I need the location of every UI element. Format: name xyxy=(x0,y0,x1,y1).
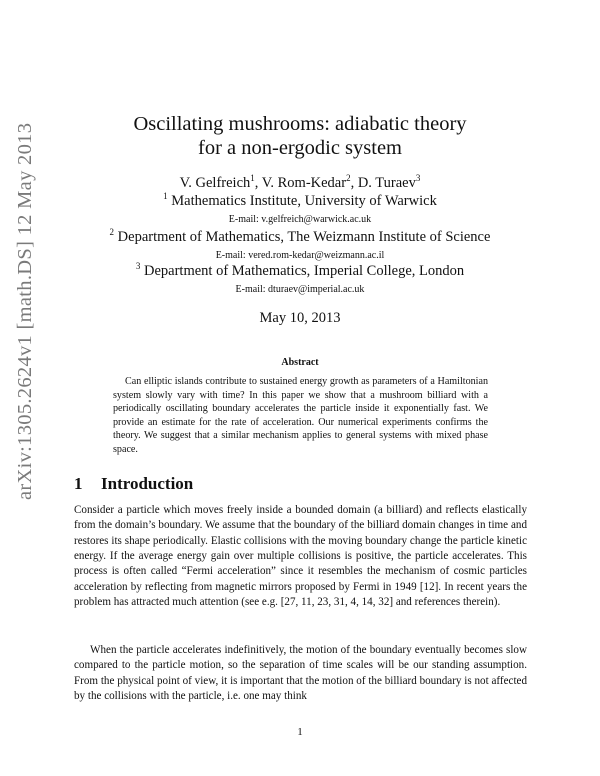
section-title: Introduction xyxy=(101,474,194,493)
author-name: D. Turaev xyxy=(357,175,416,191)
affiliation-name: Department of Mathematics, Imperial College, London xyxy=(144,263,465,279)
title-line-1: Oscillating mushrooms: adiabatic theory xyxy=(133,113,467,135)
author-name: V. Rom-Kedar xyxy=(261,175,347,191)
abstract-text: Can elliptic islands contribute to sustained energy growth as parameters of a Hamiltonian system slowly vary with time? In this paper we show that a mushroom billiard with a periodically oscillating boundary accelerates the particle inside it exponentially fast. We provide an estimate for the rate of acceleration. Our numerical experiments confirms the theory. We suggest that a similar mechanism applies to general systems with mixed phase space. xyxy=(113,376,488,455)
arxiv-identifier-stamp: arXiv:1305.2624v1 [math.DS] 12 May 2013 xyxy=(14,122,36,500)
author-mark: 2 xyxy=(346,173,351,184)
email-3: E-mail: dturaev@imperial.ac.uk xyxy=(235,284,365,295)
paper-title xyxy=(0,112,600,160)
affiliation-name: Mathematics Institute, University of Warwick xyxy=(171,193,437,209)
affiliation-mark: 1 xyxy=(163,191,168,202)
affiliation-name: Department of Mathematics, The Weizmann Institute of Science xyxy=(117,229,491,245)
body-paragraph-2: When the particle accelerates indefinitively, the motion of the boundary eventually becomes slow compared to the particle motion, so the separation of time scales will be our standing assumption. From the physical point of view, it is important that the motion of the billiard boundary is not affected by the collisions with the particle, i.e. one may think xyxy=(74,644,527,703)
affiliation-3 xyxy=(0,263,600,280)
body-paragraph-1: Consider a particle which moves freely inside a bounded domain (a billiard) and reflects elastically from the domain’s boundary. We assume that the boundary of the billiard domain changes in time and restores its shape periodically. Elastic collisions with the moving boundary change the particle kinetic energy. If the average energy gain over multiple collisions is positive, the particle accelerates. This process is often called “Fermi acceleration” since it resembles the mechanism of cosmic particles acceleration by reflecting from magnetic mirrors proposed by Fermi in 1949 [12]. In recent years the problem has attracted much attention (see e.g. [27, 11, 23, 31, 4, 14, 32] and references therein). xyxy=(74,504,527,609)
title-line-2: for a non-ergodic system xyxy=(198,137,402,159)
author-mark: 1 xyxy=(250,173,255,184)
affiliation-mark: 2 xyxy=(109,227,115,238)
author-name: V. Gelfreich xyxy=(179,175,251,191)
author-list: V. Gelfreich$^1$, V. Rom-Kedar$^2$, D. Turaev$^3$ xyxy=(179,173,421,191)
affiliation-2 xyxy=(0,229,600,246)
author-mark: 3 xyxy=(415,173,421,184)
publication-date: May 10, 2013 xyxy=(259,310,341,326)
email-1: E-mail: v.gelfreich@warwick.ac.uk xyxy=(228,214,372,225)
email-2: E-mail: vered.rom-kedar@weizmann.ac.il xyxy=(215,250,385,261)
affiliation-mark: 3 xyxy=(135,261,141,272)
abstract-heading: Abstract xyxy=(281,357,319,368)
page-number: 1 xyxy=(297,726,303,738)
section-number: 1 xyxy=(74,474,83,493)
affiliation-1 xyxy=(0,193,600,210)
section-heading xyxy=(74,474,193,494)
